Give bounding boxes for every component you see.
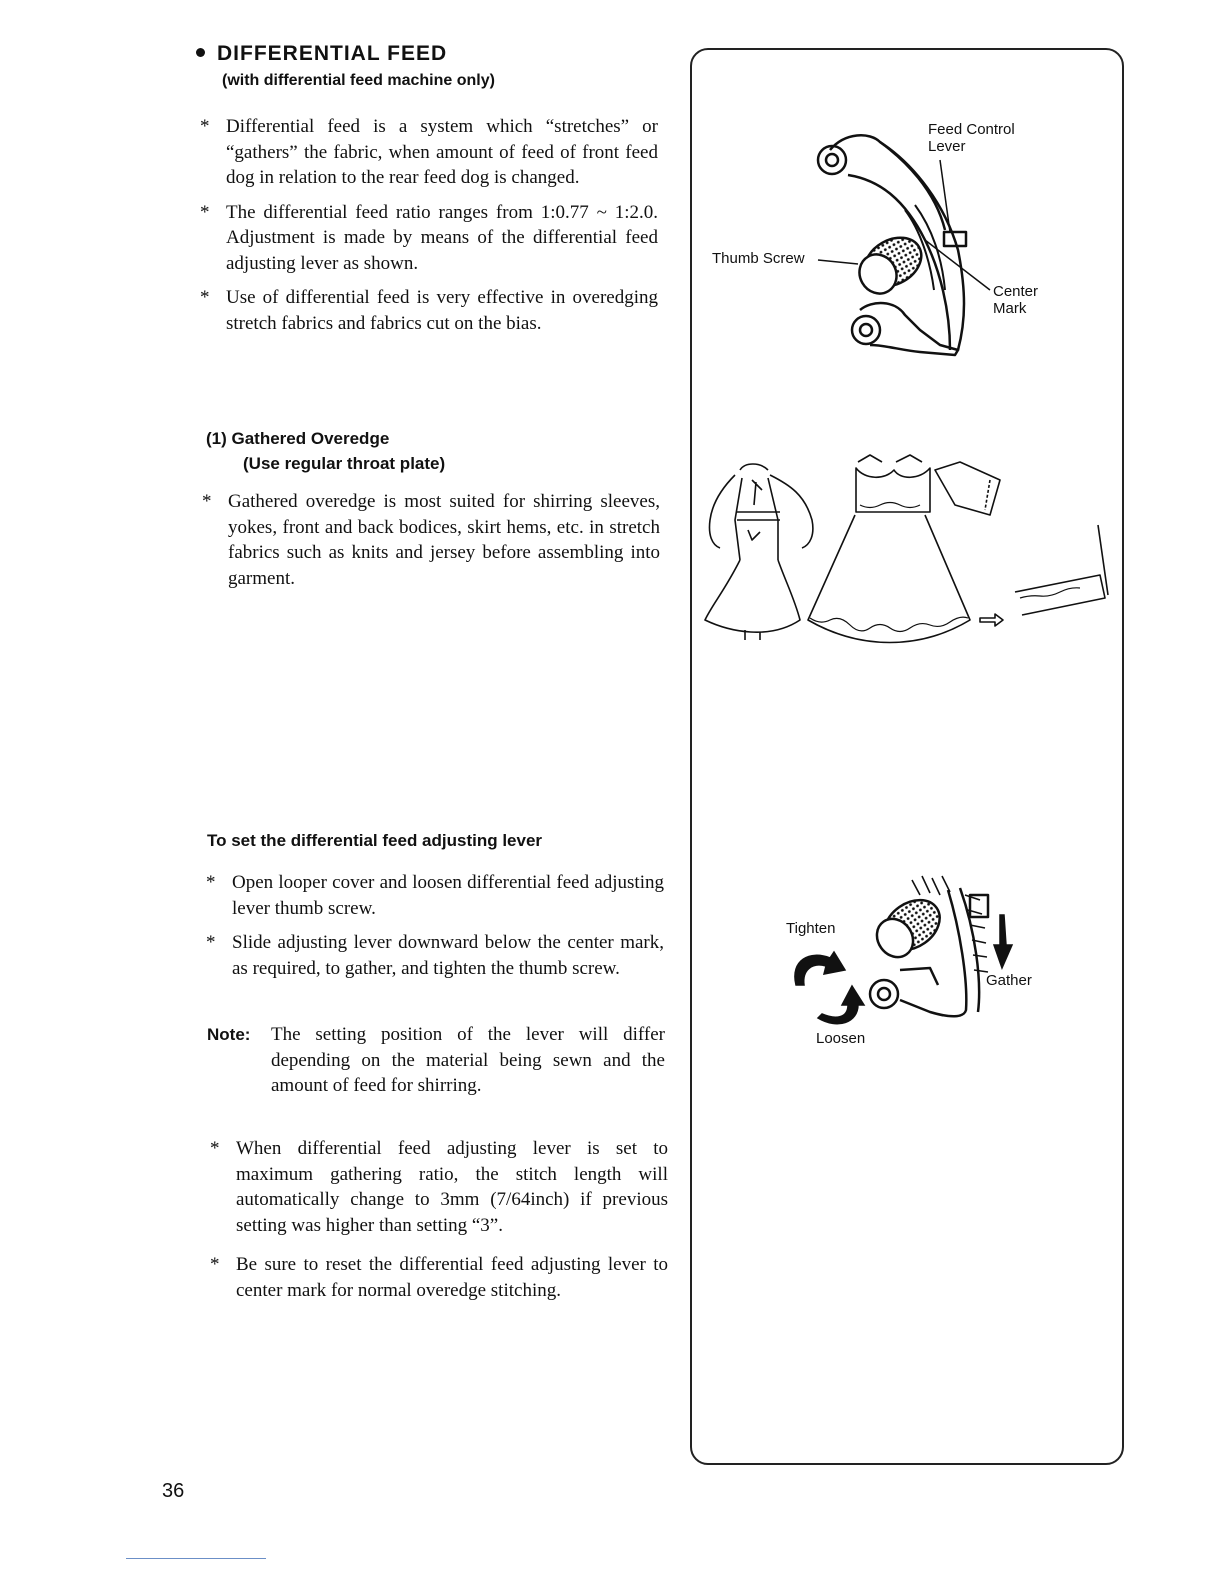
page-number: 36 [162, 1480, 185, 1502]
list-item: * Use of differential feed is very effective in overedging stretch fabrics and fabrics cut on the bias. [200, 287, 658, 334]
note-label: Note: [207, 1025, 251, 1044]
list-item: * Gathered overedge is most suited for shirring sleeves, yokes, front and back bodices, skirt hems, etc. in stretch fabrics such as knits and jersey before assembling into garment. [202, 491, 660, 589]
list-item: * Slide adjusting lever downward below the center mark, as required, to gather, and tighten the thumb screw. [206, 932, 664, 979]
list-item: * Be sure to reset the differential feed adjusting lever to center mark for normal overedge stitching. [210, 1254, 668, 1301]
asterisk-icon: * [200, 201, 210, 223]
gather-label: Gather [986, 972, 1032, 989]
list-item: * When differential feed adjusting lever is set to maximum gathering ratio, the stitch length will automatically change to 3mm (7/64inch) if previous setting was higher than setting “3”. [210, 1138, 668, 1236]
list-item: * The differential feed ratio ranges from 1:0.77 ~ 1:2.0. Adjustment is made by means of the differential feed adjusting lever as shown. [200, 201, 658, 274]
note-text: The setting position of the lever will differ depending on the material being sewn and the amount of feed for shirring. [271, 1024, 665, 1096]
asterisk-icon: * [200, 287, 210, 308]
list-item: * Open looper cover and loosen differential feed adjusting lever thumb screw. [206, 872, 664, 919]
list-item: * Differential feed is a system which “stretches” or “gathers” the fabric, when amount of feed of front feed dog in relation to the rear feed dog is changed. [200, 116, 658, 188]
gathered-overedge-title: (1) Gathered Overedge [206, 429, 390, 448]
divider [126, 1558, 266, 1559]
section-title: DIFFERENTIAL FEED [217, 42, 448, 65]
adjusting-lever-title: To set the differential feed adjusting lever [207, 831, 543, 850]
tighten-label: Tighten [786, 920, 836, 937]
loosen-label: Loosen [816, 1030, 866, 1047]
asterisk-icon: * [200, 116, 210, 137]
asterisk-icon: * [206, 872, 216, 893]
center-mark-label: Center Mark [993, 283, 1039, 317]
feed-control-lever-label: Feed Control Lever [928, 121, 1015, 155]
asterisk-icon: * [202, 491, 212, 512]
asterisk-icon: * [210, 1254, 220, 1275]
asterisk-icon: * [210, 1138, 220, 1159]
section-subtitle: (with differential feed machine only) [222, 72, 495, 89]
thumb-screw-label: Thumb Screw [712, 250, 805, 267]
asterisk-icon: * [206, 932, 216, 953]
gathered-overedge-subtitle: (Use regular throat plate) [243, 454, 446, 473]
